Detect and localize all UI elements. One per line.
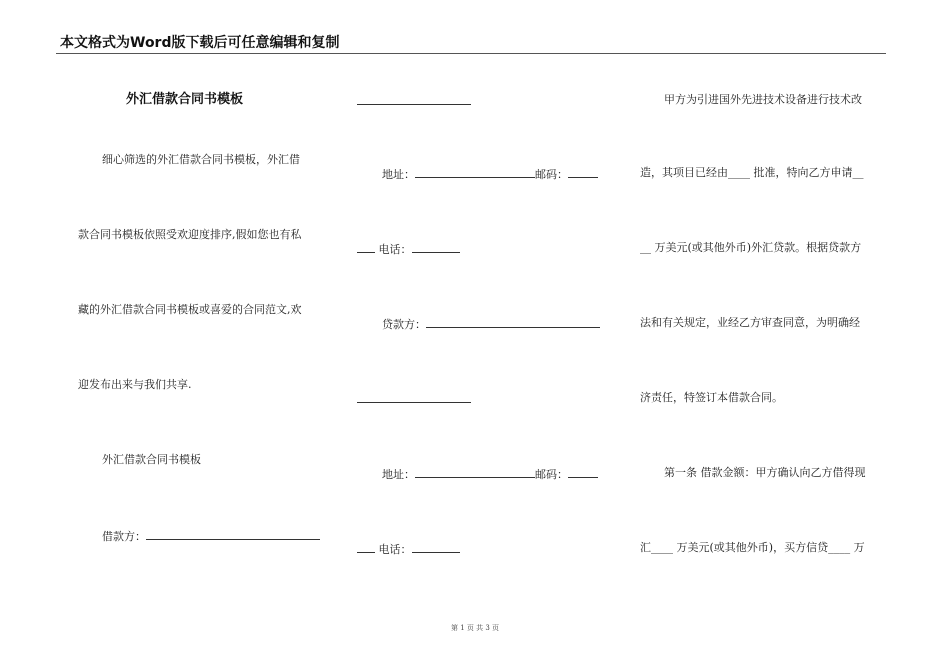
phone-blank: [412, 541, 460, 553]
intro-line-2: 款合同书模板依照受欢迎度排序,假如您也有私: [78, 228, 302, 241]
borrower-blank: [146, 528, 320, 540]
document-header: [56, 35, 886, 54]
postcode-blank: [568, 166, 598, 178]
address-row-2: [382, 466, 605, 482]
phone-prefix-blank: [357, 241, 375, 253]
blank-line: [357, 104, 471, 105]
postcode-blank: [568, 466, 598, 478]
address-row-1: [382, 166, 605, 182]
intro-line-3: 藏的外汇借款合同书模板或喜爱的合同范文,欢: [78, 303, 302, 316]
body-line-2: 造，其项目已经由____ 批准，特向乙方申请__: [640, 166, 864, 179]
body-line-4: 法和有关规定，业经乙方审查同意，为明确经: [640, 316, 860, 329]
blank-line: [357, 402, 471, 403]
address-label: 地址：: [382, 468, 415, 481]
document-title: 外汇借款合同书模板: [126, 92, 244, 107]
postcode-label: 邮码：: [535, 468, 568, 481]
intro-line-1: 细心筛选的外汇借款合同书模板，外汇借: [102, 153, 300, 166]
header-title: 本文格式为Word版下载后可任意编辑和复制: [60, 35, 340, 51]
phone-label: 电话：: [378, 543, 412, 556]
lender-blank: [426, 316, 600, 328]
clause-1-heading: 第一条 借款金额：甲方确认向乙方借得现: [664, 466, 866, 479]
borrower-label: 借款方：: [102, 530, 146, 543]
lender-label: 贷款方：: [382, 318, 426, 331]
subtitle: 外汇借款合同书模板: [102, 453, 201, 466]
address-blank: [415, 466, 535, 478]
page-number: 第 1 页 共 3 页: [450, 624, 500, 632]
phone-prefix-blank: [357, 541, 375, 553]
postcode-label: 邮码：: [535, 168, 568, 181]
address-blank: [415, 166, 535, 178]
intro-line-4: 迎发布出来与我们共享.: [78, 378, 192, 391]
body-line-1: 甲方为引进国外先进技术设备进行技术改: [664, 93, 862, 106]
column-1: [78, 60, 324, 630]
phone-blank: [412, 241, 460, 253]
column-3: [640, 60, 883, 630]
phone-label: 电话：: [378, 243, 412, 256]
phone-row-1: [357, 241, 605, 257]
borrower-row: [102, 528, 324, 544]
phone-row-2: [357, 541, 605, 557]
column-2: [357, 60, 605, 630]
lender-row: [382, 316, 605, 332]
body-line-5: 济责任，特签订本借款合同。: [640, 391, 783, 404]
body-line-3: __ 万美元(或其他外币)外汇贷款。根据贷款方: [640, 241, 862, 254]
body-line-7: 汇____ 万美元(或其他外币)，买方信贷____ 万: [640, 541, 865, 554]
address-label: 地址：: [382, 168, 415, 181]
